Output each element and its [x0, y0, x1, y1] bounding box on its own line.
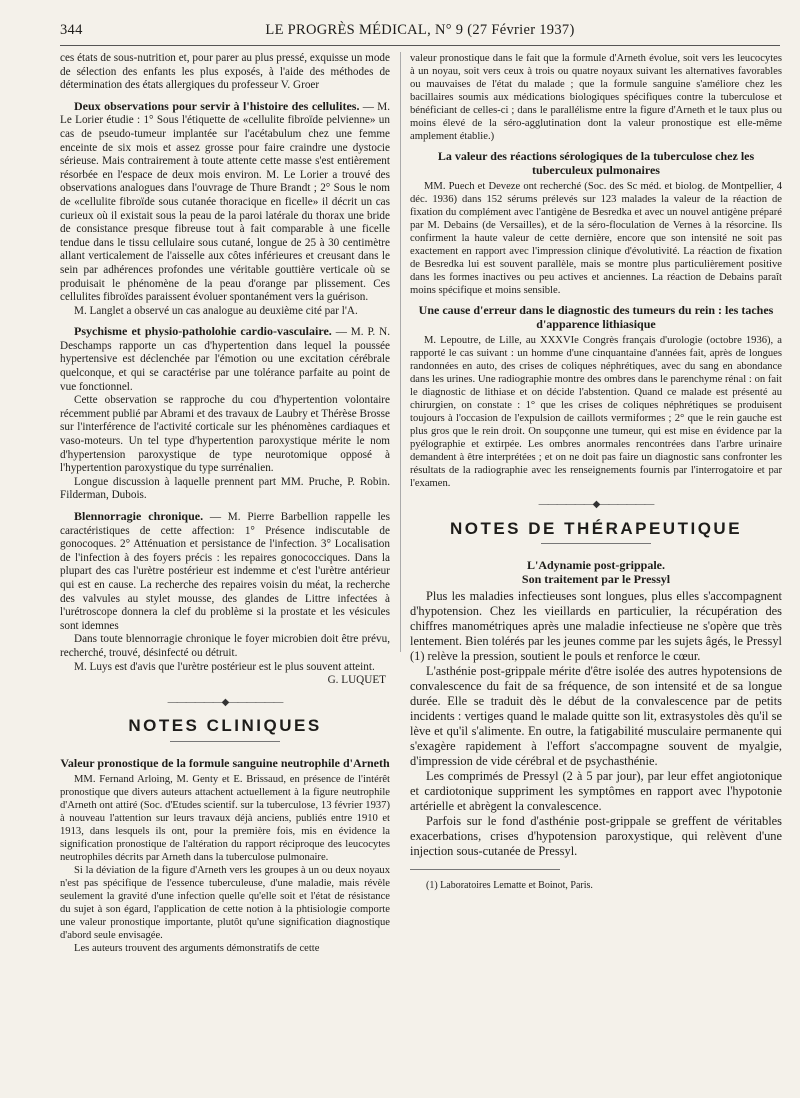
arneth-continuation — [410, 52, 782, 143]
ornament-divider: ——————◆—————— — [538, 499, 654, 510]
ornament-divider: ——————◆—————— — [167, 696, 283, 708]
section-serologie — [410, 149, 782, 297]
paragraph: MM. Puech et Deveze ont recherché (Soc. des Sc méd. et biolog. de Montpellier, 4 déc. 1936) dans 152 sérums prélevés sur 123 malades la valeur de la réaction de fixation du complément avec l'antigène de Besredka et avec un nouvel antigène préparé par M. Debains (de Versailles), et de la séro-floculation de Vernes à la résorcine. Ils confirment la haute valeur de cette dernière, encore que son intensité ne soit pas exactement en rapport avec l'impression clinique d'évolutivité. La réaction de fixation de Besredka lui est souvent parallèle, mais se montre plus particulièrement positive dans les formes inactives ou peu actives et anciennes. La réaction de Debains paraît moins spécifique et moins sensible. — [410, 181, 782, 296]
paragraph: M. Lepoutre, de Lille, au XXXVIe Congrès français d'urologie (octobre 1936), a rapporté le cas suivant : un homme d'une cinquantaine d'années fait, après de longues randonnées en auto, des crises de coliques néphrétiques, avec du sang en abondance dans les urines. Une radiographie montre des ombres dans le parenchyme rénal : on fait le diagnostic de lithiase et on décide l'abstention. Quand ce malade est présenté au chirurgien, on constate : 1° que les crises de coliques néphrétiques se produisent toujours à l'occasion de l'expulsion de caillots vermiformes ; 2° que le rein gauche est plus gros que le rein droit. On soupçonne une tumeur, qui est mise en évidence par la pyélographie et extirpée. Les ombres anormales rencontrées dans l'arbre urinaire demandent à être interprétées ; et on ne doit pas faire un diagnostic sans confronter les résultats de la radiographie avec les renseignements fournis par l'interrogatoire et par l'examen. — [410, 335, 782, 489]
paragraph: M. Langlet a observé un cas analogue au deuxième cité par l'A. — [74, 304, 358, 317]
section-adynamie — [410, 558, 782, 893]
paragraph: — M. Pierre Barbellion rappelle les caractéristiques de cette affection: 1° Présence indiscutable de gonocoques. 2° Atténuation et persistance de l'infection. 3° Localisation de l'infection à des foyers précis : les repaires gonococciques. Dans la plupart des cas l'urètre postérieur est indemme et c'est l'urètre antérieur qui est en cause. La recherche des repaires voisin du méat, la recherche des valvules au stylet mousse, des glandes de Littre infectées à l'urétroscope donnera la clef du problème si la prostate et les vésicules sont idemnes — [60, 511, 390, 632]
paragraph: Si la déviation de la figure d'Arneth vers les groupes à un ou deux noyaux n'est pas spécifique de l'essence tuberculeuse, d'une maladie, mais révèle seulement la gravité d'une infection quelle qu'elle soit et l'état de résistance du sujet à son égard, l'application de cette notion à la phtisiologie comporte une valeur pronostique importante, plutôt qu'une signification diagnostique d'abord seule envisagée. — [60, 864, 390, 941]
section-title: Blennorragie chronique. — [74, 509, 204, 523]
paragraph: Cette observation se rapproche du cou d'hypertention volontaire récemment publié par Abrami et des travaux de Laubry et Thérèse Brosse sur l'interférence de l'activité corticale sur les phénomènes cardiaques et vaso-moteurs. Un tel type d'hypertention paroxystique mérite le nom d'hypertension paroxystique de type neurotomique opposé à l'hypertention paroxystique du type surrénalien. — [60, 394, 390, 475]
section-title-line2: Son traitement par le Pressyl — [521, 572, 671, 587]
section-psychisme — [60, 325, 390, 503]
section-title: Deux observations pour servir à l'histoire des cellulites. — [74, 98, 360, 113]
paragraph: valeur pronostique dans le fait que la formule d'Arneth évolue, soit vers les leucocytes à un noyau, soit vers ceux à trois ou quatre noyaux suivant les alternatives favorables ou mauvaises de l'état du malade ; que la formule sanguine s'améliore chez les bacillaires soumis aux médications biologiques spécifiques contre la tuberculose et bénéficiant de celles-ci ; dans le parallélisme entre la figure d'Arneth et le taux plus ou moins élevé de la séro-agglutination dont la valeur pronostique est elle-même amplement établie.) — [410, 53, 782, 142]
page-header — [60, 20, 780, 42]
section-cellulites — [60, 100, 390, 319]
paragraph: Les auteurs trouvent des arguments démonstratifs de cette — [74, 942, 320, 954]
section-arneth — [60, 756, 390, 955]
paragraph: — M. Le Lorier étudie : 1° Sous l'étiquette de «cellulite fibroïde pelvienne» un cas de pseudo-tumeur implantée sur l'acétabulum chez une femme enceinte de six mois et assez grosse pour faire craindre une dystocie sérieuse. Mais contrairement à toute attente cette masse s'est entièrement résorbée en l'espace de deux mois environ. M. Le Lorier a trouvé des observations analogues dans l'ouvrage de Thure Brandt ; 2° Sous le nom de «cellulite fibroïde sous cutanée thoracique en ficelle» il décrit un cas curieux où il existait sous la peau de la paroi latérale du thorax une bride de consistance presque fibreuse tout à fait comparable à une ficelle tendue dans le tissu cellulaire sous cutané, longue de 25 à 30 centimètre allant verticalement de l'aisselle aux côtes inférieures et creusant dans le sein par adhérences profondes une véritable gouttière verticale où se produisait le phénomène de la peau d'orange par plissement. Ces cellulites fibroïdes paraissent évoluer spontanément vers la guérison. — [60, 100, 391, 304]
footnote: (1) Laboratoires Lematte et Boinot, Paris. — [426, 880, 593, 892]
section-title: Valeur pronostique de la formule sanguine neutrophile d'Arneth — [60, 755, 390, 770]
section-title: Psychisme et physio-patholohie cardio-vasculaire. — [74, 324, 332, 339]
paragraph: MM. Fernand Arloing, M. Genty et E. Brissaud, en présence de l'intérêt pronostique que divers auteurs attachent actuellement à la figure neutrophile d'Arneth ont attiré (Soc. d'Etudes scientif. sur la tuberculose, 13 février 1937) à nouveau l'attention sur leurs travaux déjà anciens, publiés entre 1910 et 1913, dans lesquels ils ont, pour la première fois, mis en évidence la signification pronostique de l'altération du rapport réciproque des leucocytes neutrophiles décrits par Arneth dans la tuberculose pulmonaire. — [60, 773, 390, 863]
paragraph: M. Luys est d'avis que l'urètre postérieur est le plus souvent atteint. — [74, 660, 375, 673]
footnote-rule — [410, 869, 560, 870]
paragraph: L'asthénie post-grippale mérite d'être isolée des autres hypotensions de convalescence du fait de sa fréquence, de son intensité et de sa longue durée. Elle se traduit dès le début de la convalescence par de petits incidents : vertiges quand le malade quitte son lit, extrasystoles dès qu'il se lève et qu'il s'alimente. En outre, la fatigabilité musculaire permanente qui s'exagère rapidement à l'effort s'accompagne souvent de myalgie, d'impression de vide cérébral et de psychasthénie. — [410, 664, 782, 769]
paragraph: — M. P. N. Deschamps rapporte un cas d'hypertention dans lequel la poussée hypertensive est déclenchée par l'émotion ou une excitation cérébrale quelconque, et qui se caractérise par une tolérance parfaite au point de vue fonctionnel. — [60, 326, 391, 393]
right-column — [410, 52, 782, 893]
left-column — [60, 52, 390, 955]
header-rule — [60, 45, 780, 46]
column-divider — [400, 52, 401, 652]
section-tumeurs-rein — [410, 303, 782, 490]
paragraph: Dans toute blennorragie chronique le foyer microbien doit être prévu, recherché, trouvé, désinfecté ou détruit. — [60, 633, 390, 659]
section-title: La valeur des réactions sérologiques de la tuberculose chez les tuberculeux pulmonaires — [437, 149, 755, 177]
page-number: 344 — [60, 22, 83, 38]
section-title: Une cause d'erreur dans le diagnostic des tumeurs du rein : les taches d'apparence lithiasique — [418, 303, 774, 331]
paragraph: Longue discussion à laquelle prennent part MM. Pruche, P. Robin. Filderman, Dubois. — [60, 475, 390, 502]
heading-rule — [170, 741, 280, 742]
journal-title: LE PROGRÈS MÉDICAL, N° 9 (27 Février 1937) — [265, 22, 575, 38]
notes-therapeutique-heading: NOTES DE THÉRAPEUTIQUE — [449, 518, 743, 538]
author-signature: G. LUQUET — [327, 674, 386, 687]
paragraph: Les comprimés de Pressyl (2 à 5 par jour), par leur effet angiotonique et cardiotonique suppriment les symptômes en rapport avec l'hypotonie artérielle et abrègent la convalescence. — [410, 769, 782, 814]
paragraph: Parfois sur le fond d'asthénie post-grippale se greffent de véritables exacerbations, crises d'hypotension paroxystique, qui relèvent d'une injection sous-cutanée de Pressyl. — [410, 814, 782, 859]
section-blennorragie — [60, 510, 390, 688]
section-title-line1: L'Adynamie post-grippale. — [526, 558, 665, 573]
heading-rule — [541, 543, 651, 544]
paragraph: Plus les maladies infectieuses sont longues, plus elles s'accompagnent d'hypotension. Chez les vieillards en particulier, la récupération des chiffres manométriques après une maladie infectieuse ne s'opère que très lentement. Bien tolérés par les jeunes comme par les sujets âgés, le Pressyl (1) relève la pression, soutient le pouls et renforce le cœur. — [410, 589, 782, 664]
intro-paragraph: ces états de sous-nutrition et, pour parer au plus pressé, exquisse un mode de sélection des enfants les plus exposés, à l'aide des méthodes de détermination des états allergiques du professeur V. Groer — [60, 52, 390, 92]
notes-cliniques-heading: NOTES CLINIQUES — [128, 716, 322, 736]
